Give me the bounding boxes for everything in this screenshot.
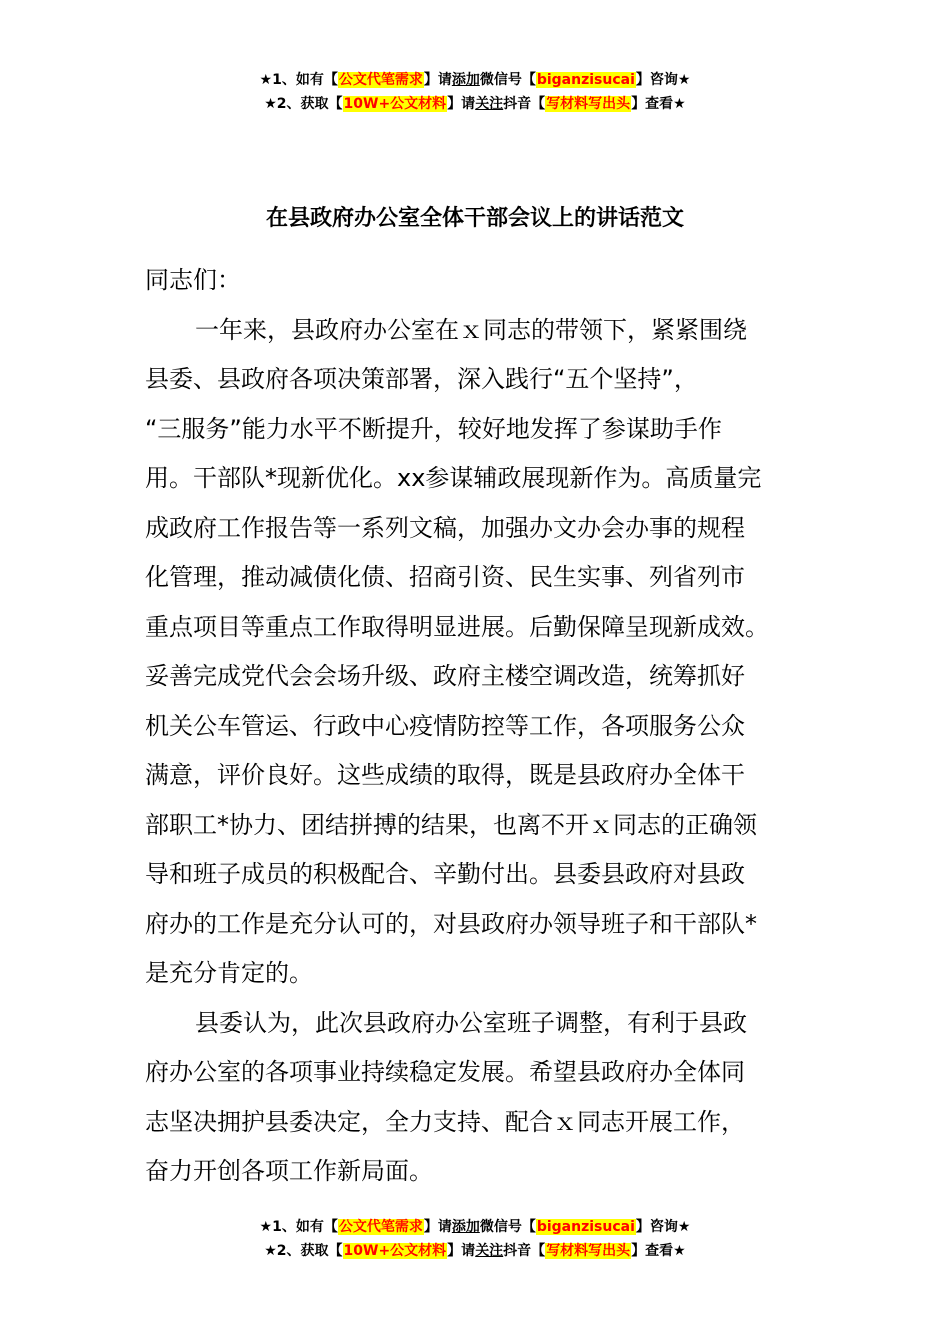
banner-text: 】请	[447, 96, 476, 112]
paragraph-line: 化管理，推动减债化债、招商引资、民生实事、列省列市	[145, 563, 745, 591]
banner-text: ★2、获取【	[264, 1243, 343, 1259]
banner-text: 】查看★	[631, 1243, 686, 1259]
banner-text: ★2、获取【	[264, 96, 343, 112]
banner-line-2	[0, 1239, 950, 1263]
paragraph-line: 奋力开创各项工作新局面。	[145, 1157, 433, 1185]
paragraph-line: 是充分肯定的。	[145, 959, 313, 987]
banner-line-1	[0, 68, 950, 92]
banner-line-1	[0, 1215, 950, 1239]
banner-text: 】咨询★	[635, 1219, 691, 1235]
paragraph-line: 志坚决拥护县委决定，全力支持、配合ｘ同志开展工作，	[145, 1107, 745, 1136]
paragraph-line: 重点项目等重点工作取得明显进展。后勤保障呈现新成效。	[145, 612, 769, 641]
paragraph-line: 部职工*协力、团结拼搏的结果，也离不开ｘ同志的正确领	[145, 810, 757, 839]
document-title: 在县政府办公室全体干部会议上的讲话范文	[265, 206, 684, 231]
paragraph-2	[145, 999, 810, 1197]
document-body	[145, 256, 810, 1197]
banner-emphasis: 添加	[451, 72, 480, 88]
paragraph-line: 府办公室的各项事业持续稳定发展。希望县政府办全体同	[145, 1058, 745, 1086]
highlight-materials: 10W+公文材料	[343, 96, 447, 112]
paragraph-line: 府办的工作是充分认可的，对县政府办领导班子和干部队*	[145, 909, 757, 938]
banner-text: 】请	[423, 1219, 452, 1235]
paragraph-line: 用。干部队*现新优化。xx参谋辅政展现新作为。高质量完	[145, 464, 762, 492]
banner-text: 抖音【	[503, 1243, 546, 1259]
banner-emphasis: 关注	[475, 96, 504, 112]
highlight-douyin-account: 写材料写出头	[546, 1243, 631, 1259]
footer-banner	[0, 1215, 950, 1263]
paragraph-line: 导和班子成员的积极配合、辛勤付出。县委县政府对县政	[145, 860, 745, 888]
banner-text: 】请	[423, 72, 452, 88]
banner-text: 】咨询★	[635, 72, 691, 88]
banner-emphasis: 关注	[475, 1243, 504, 1259]
banner-text: ★1、如有【	[259, 1219, 338, 1235]
paragraph-line: “三服务”能力水平不断提升，较好地发挥了参谋助手作	[145, 414, 722, 443]
banner-text: ★1、如有【	[259, 72, 338, 88]
banner-text: 抖音【	[503, 96, 546, 112]
highlight-service: 公文代笔需求	[338, 1219, 423, 1235]
paragraph-line: 妥善完成党代会会场升级、政府主楼空调改造，统筹抓好	[145, 662, 745, 690]
salutation: 同志们：	[145, 266, 241, 294]
paragraph-line: 成政府工作报告等一系列文稿，加强办文办会办事的规程	[145, 513, 745, 542]
banner-text: 】查看★	[631, 96, 686, 112]
highlight-wechat-id: biganzisucai	[536, 1219, 635, 1235]
paragraph-line: 县委认为，此次县政府办公室班子调整，有利于县政	[195, 1008, 747, 1037]
banner-text: 微信号【	[479, 72, 536, 88]
paragraph-line: 一年来，县政府办公室在ｘ同志的带领下，紧紧围绕	[195, 315, 747, 344]
banner-text: 微信号【	[479, 1219, 536, 1235]
highlight-douyin-account: 写材料写出头	[546, 96, 631, 112]
paragraph-line: 县委、县政府各项决策部署，深入践行“五个坚持”，	[145, 365, 698, 393]
highlight-service: 公文代笔需求	[338, 72, 423, 88]
highlight-wechat-id: biganzisucai	[536, 72, 635, 88]
highlight-materials: 10W+公文材料	[343, 1243, 447, 1259]
header-banner	[0, 68, 950, 116]
banner-text: 】请	[447, 1243, 476, 1259]
paragraph-1	[145, 306, 810, 999]
banner-emphasis: 添加	[451, 1219, 480, 1235]
banner-line-2	[0, 92, 950, 116]
paragraph-line: 满意，评价良好。这些成绩的取得，既是县政府办全体干	[145, 761, 745, 789]
paragraph-line: 机关公车管运、行政中心疫情防控等工作，各项服务公众	[145, 711, 745, 740]
